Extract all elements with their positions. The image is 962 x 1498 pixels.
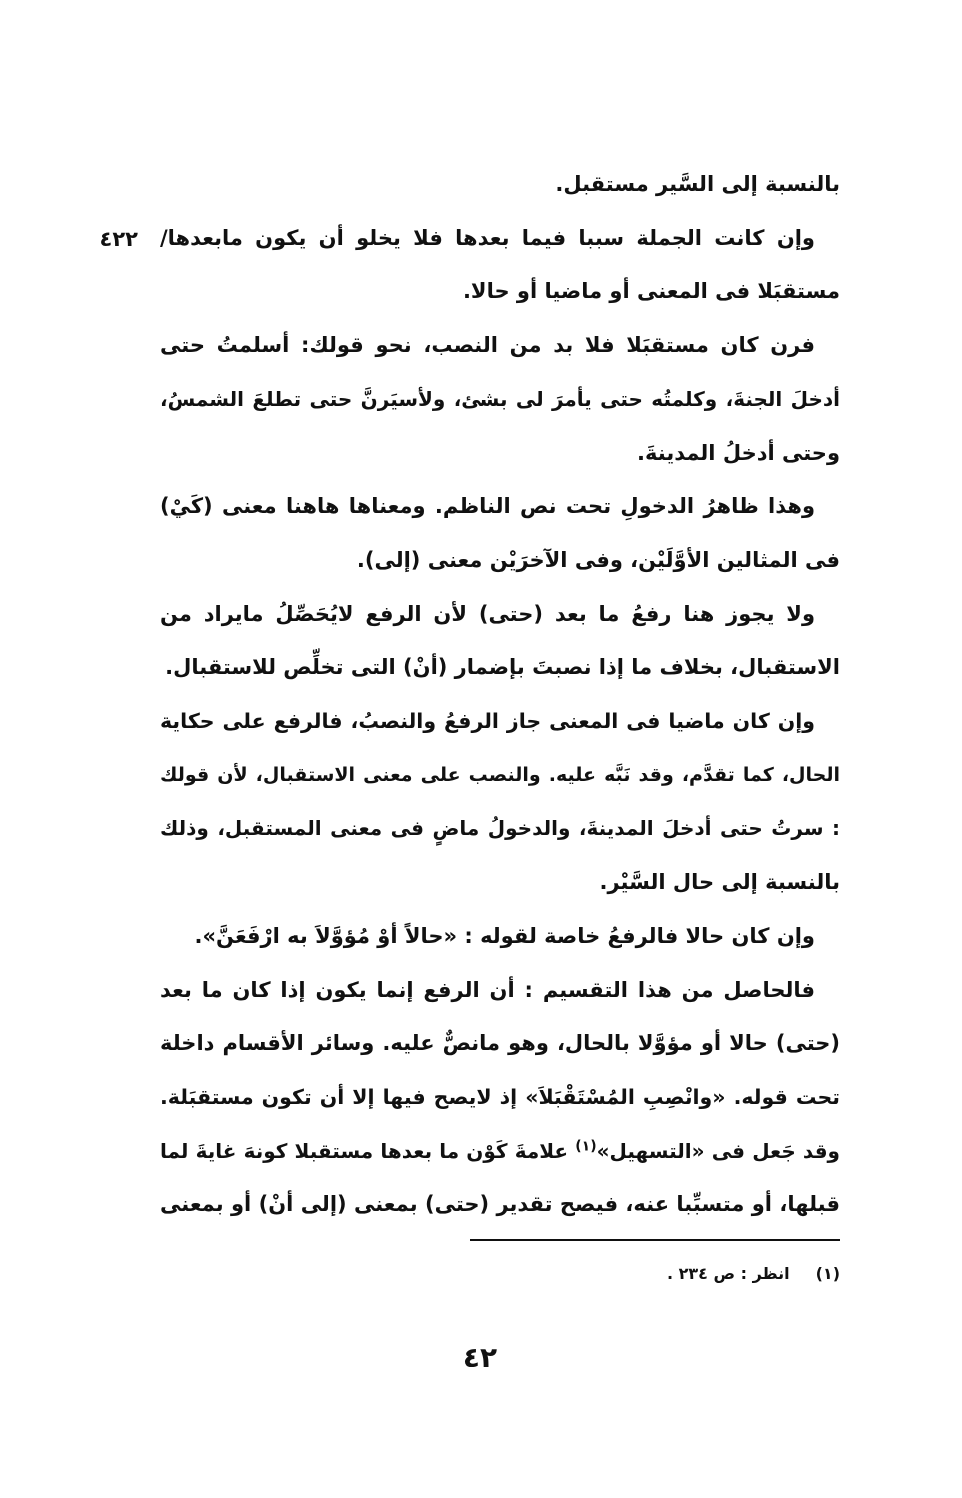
paragraph xyxy=(160,964,840,1233)
text-line: : سرتُ حتى أدخلَ المدينةَ، والدخولُ ماضٍ فى معنى المستقبل، وذلك xyxy=(160,816,840,841)
text-line: مستقبَلا فى المعنى أو ماضيا أو حالا. xyxy=(462,279,840,304)
text-line: الاستقبال، بخلاف ما إذا نصبتَ بإضمار (أنْ) التى تخلِّص للاستقبال. xyxy=(165,655,840,680)
paragraph xyxy=(160,695,840,910)
text-line: تحت قوله. «وانْصِبِ المُسْتَقْبَلاَ» إذ لايصح فيها إلا أن تكون مستقبَلة. xyxy=(160,1084,840,1109)
footnote-divider xyxy=(470,1239,840,1241)
text-line: فالحاصل من هذا التقسيم : أن الرفع إنما يكون إذا كان ما بعد xyxy=(160,977,815,1002)
main-text xyxy=(160,158,840,1232)
text-line: بالنسبة إلى حال السَّيْر. xyxy=(599,870,840,895)
text-line: وهذا ظاهرُ الدخولِ تحت نص الناظم. ومعناها هاهنا معنى (كَيْ) xyxy=(160,494,815,519)
text-line: (حتى) حالا أو مؤوَّلا بالحال، وهو مانصٌّ عليه. وسائر الأقسام داخلة xyxy=(160,1031,840,1056)
footnote-reference: (١) xyxy=(575,1138,597,1154)
page-number: ٤٢ xyxy=(462,1341,498,1374)
text-line: وحتى أدخلُ المدينةَ. xyxy=(637,440,840,465)
text-segment: علامةَ كَوْن ما بعدها مستقبلا كونهَ غايةَ لما xyxy=(160,1138,576,1163)
text-line: فرن كان مستقبَلا فلا بد من النصب، نحو قولك: أسلمتُ حتى xyxy=(160,333,815,358)
paragraph xyxy=(160,588,840,695)
text-line: بالنسبة إلى السَّير مستقبل. xyxy=(555,172,840,196)
paragraph xyxy=(160,319,840,480)
margin-page-reference: ٤٢٢ xyxy=(99,227,138,251)
text-line: أدخلَ الجنةَ، وكلمتُه حتى يأمرَ لى بشئ، ولأسيَرنَّ حتى تطلعَ الشمسُ، xyxy=(160,386,840,411)
text-line xyxy=(160,1125,840,1179)
text-line: ولا يجوز هنا رفعُ ما بعد (حتى) لأن الرفع لايُحَصِّلُ مايراد من xyxy=(160,601,815,626)
text-segment: وقد جَعل فى «التسهيل» xyxy=(596,1138,840,1163)
text-line: وإن كان حالا فالرفعُ خاصة لقوله : «حالاً أوْ مُؤوَّلاَ به ارْفَعَنَّ». xyxy=(194,923,815,948)
paragraph xyxy=(160,480,840,587)
text-line: وإن كان ماضيا فى المعنى جاز الرفعُ والنصبُ، فالرفع على حكاية xyxy=(160,709,815,734)
footnote-text: انظر : ص ٢٣٤ . xyxy=(666,1263,790,1283)
paragraph xyxy=(160,910,840,964)
text-line: قبلها، أو متسبِّبا عنه، فيصح تقدير (حتى) بمعنى (إلى أنْ) أو بمعنى xyxy=(160,1192,840,1217)
paragraph xyxy=(160,212,840,319)
footnote-marker: (١) xyxy=(815,1263,840,1283)
text-line: الحال، كما تقدَّم، وقد نَبَّه عليه. والنصب على معنى الاستقبال، لأن قولك xyxy=(160,763,840,786)
text-line: فى المثالين الأوَّلَيْن، وفى الآخرَيْن معنى (إلى). xyxy=(356,547,840,572)
text-line: وإن كانت الجملة سببا فيما بعدها فلا يخلو أن يكون مابعدها/ xyxy=(160,225,815,250)
paragraph xyxy=(160,158,840,212)
footnote xyxy=(470,1258,840,1288)
